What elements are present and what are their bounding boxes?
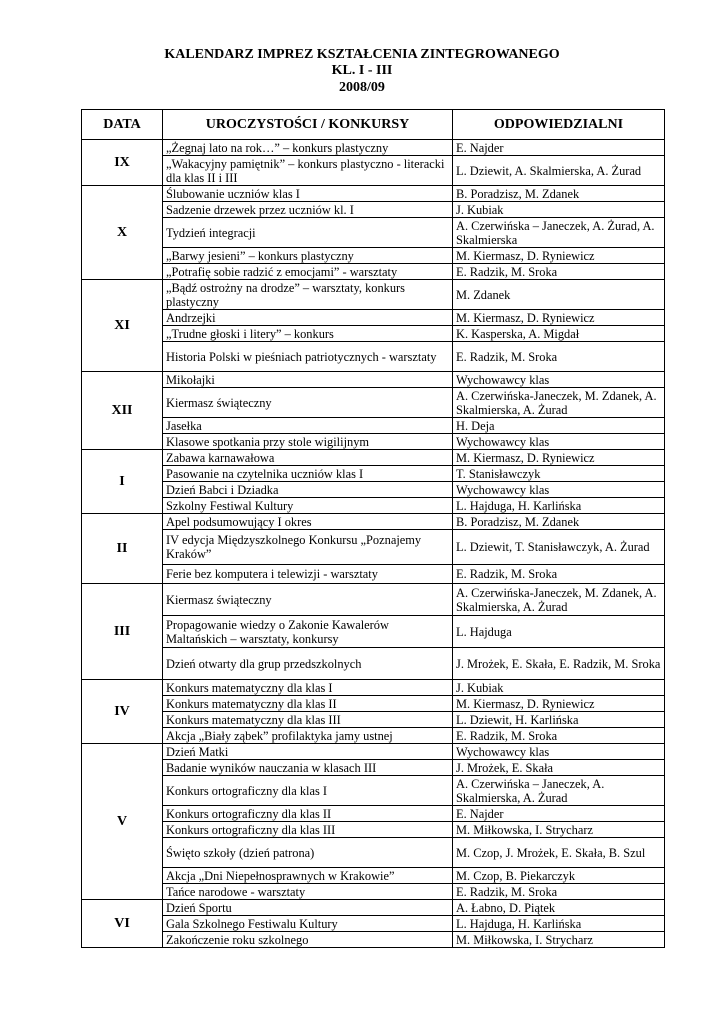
month-cell: V (82, 744, 163, 900)
responsible-cell: Wychowawcy klas (453, 434, 665, 450)
event-cell: Konkurs matematyczny dla klas III (163, 712, 453, 728)
table-row (82, 916, 665, 932)
responsible-cell: M. Miłkowska, I. Strycharz (453, 822, 665, 838)
event-cell: Klasowe spotkania przy stole wigilijnym (163, 434, 453, 450)
responsible-cell: E. Radzik, M. Sroka (453, 884, 665, 900)
event-cell: Akcja „Dni Niepełnosprawnych w Krakowie” (163, 868, 453, 884)
responsible-cell: M. Miłkowska, I. Strycharz (453, 932, 665, 948)
document-subtitle-year: 2008/09 (339, 80, 385, 95)
table-row (82, 584, 665, 616)
month-cell: VI (82, 900, 163, 948)
responsible-cell: E. Radzik, M. Sroka (453, 264, 665, 280)
table-row (82, 822, 665, 838)
table-row (82, 418, 665, 434)
table-row (82, 388, 665, 418)
document-title: KALENDARZ IMPREZ KSZTAŁCENIA ZINTEGROWANEGO (164, 47, 560, 62)
event-cell: Propagowanie wiedzy o Zakonie Kawalerów Maltańskich – warsztaty, konkursy (163, 616, 453, 648)
responsible-cell: E. Radzik, M. Sroka (453, 342, 665, 372)
table-header-row (82, 110, 665, 140)
table-row (82, 648, 665, 680)
table-row (82, 482, 665, 498)
responsible-cell: H. Deja (453, 418, 665, 434)
table-row (82, 760, 665, 776)
responsible-cell: L. Dziewit, A. Skalmierska, A. Żurad (453, 156, 665, 186)
responsible-cell: L. Hajduga (453, 616, 665, 648)
table-row (82, 248, 665, 264)
event-cell: Konkurs matematyczny dla klas I (163, 680, 453, 696)
event-cell: Konkurs ortograficzny dla klas II (163, 806, 453, 822)
event-cell: Sadzenie drzewek przez uczniów kl. I (163, 202, 453, 218)
table-row (82, 530, 665, 565)
event-cell: Święto szkoły (dzień patrona) (163, 838, 453, 868)
responsible-cell: L. Hajduga, H. Karlińska (453, 916, 665, 932)
month-cell: I (82, 450, 163, 514)
event-cell: Mikołajki (163, 372, 453, 388)
table-row (82, 884, 665, 900)
event-cell: „Trudne głoski i litery” – konkurs (163, 326, 453, 342)
responsible-cell: A. Łabno, D. Piątek (453, 900, 665, 916)
event-cell: Dzień otwarty dla grup przedszkolnych (163, 648, 453, 680)
table-row (82, 565, 665, 584)
table-row (82, 744, 665, 760)
table-row (82, 900, 665, 916)
table-row (82, 202, 665, 218)
responsible-cell: J. Kubiak (453, 680, 665, 696)
event-cell: Konkurs ortograficzny dla klas III (163, 822, 453, 838)
responsible-cell: B. Poradzisz, M. Zdanek (453, 186, 665, 202)
table-row (82, 326, 665, 342)
event-cell: Jasełka (163, 418, 453, 434)
event-cell: Kiermasz świąteczny (163, 388, 453, 418)
month-cell: IX (82, 140, 163, 186)
event-cell: Gala Szkolnego Festiwalu Kultury (163, 916, 453, 932)
event-cell: „Żegnaj lato na rok…” – konkurs plastyczny (163, 140, 453, 156)
responsible-cell: M. Czop, B. Piekarczyk (453, 868, 665, 884)
event-cell: IV edycja Międzyszkolnego Konkursu „Poznajemy Kraków” (163, 530, 453, 565)
responsible-cell: L. Hajduga, H. Karlińska (453, 498, 665, 514)
column-header-responsible: ODPOWIEDZIALNI (453, 110, 665, 140)
responsible-cell: A. Czerwińska – Janeczek, A. Skalmierska, A. Żurad (453, 776, 665, 806)
month-cell: III (82, 584, 163, 680)
month-cell: IV (82, 680, 163, 744)
responsible-cell: L. Dziewit, H. Karlińska (453, 712, 665, 728)
event-cell: „Wakacyjny pamiętnik” – konkurs plastyczno - literacki dla klas II i III (163, 156, 453, 186)
event-cell: Dzień Sportu (163, 900, 453, 916)
table-row (82, 140, 665, 156)
table-row (82, 728, 665, 744)
responsible-cell: L. Dziewit, T. Stanisławczyk, A. Żurad (453, 530, 665, 565)
responsible-cell: K. Kasperska, A. Migdał (453, 326, 665, 342)
table-row (82, 680, 665, 696)
responsible-cell: E. Najder (453, 140, 665, 156)
event-cell: Konkurs matematyczny dla klas II (163, 696, 453, 712)
responsible-cell: M. Zdanek (453, 280, 665, 310)
table-row (82, 776, 665, 806)
column-header-date: DATA (82, 110, 163, 140)
table-row (82, 156, 665, 186)
event-cell: „Bądź ostrożny na drodze” – warsztaty, konkurs plastyczny (163, 280, 453, 310)
responsible-cell: A. Czerwińska-Janeczek, M. Zdanek, A. Skalmierska, A. Żurad (453, 388, 665, 418)
event-cell: Tańce narodowe - warsztaty (163, 884, 453, 900)
responsible-cell: J. Mrożek, E. Skała (453, 760, 665, 776)
table-row (82, 466, 665, 482)
table-row (82, 310, 665, 326)
column-header-events: UROCZYSTOŚCI / KONKURSY (163, 110, 453, 140)
event-cell: Dzień Babci i Dziadka (163, 482, 453, 498)
event-cell: Apel podsumowujący I okres (163, 514, 453, 530)
event-cell: Andrzejki (163, 310, 453, 326)
document-subtitle-classes: KL. I - III (331, 63, 393, 78)
table-row (82, 434, 665, 450)
month-cell: XI (82, 280, 163, 372)
event-cell: Akcja „Biały ząbek” profilaktyka jamy ustnej (163, 728, 453, 744)
event-cell: Badanie wyników nauczania w klasach III (163, 760, 453, 776)
table-row (82, 342, 665, 372)
table-row (82, 372, 665, 388)
event-cell: Tydzień integracji (163, 218, 453, 248)
month-cell: II (82, 514, 163, 584)
responsible-cell: A. Czerwińska-Janeczek, M. Zdanek, A. Skalmierska, A. Żurad (453, 584, 665, 616)
event-cell: Zabawa karnawałowa (163, 450, 453, 466)
table-row (82, 616, 665, 648)
table-row (82, 514, 665, 530)
table-row (82, 838, 665, 868)
month-cell: XII (82, 372, 163, 450)
table-row (82, 280, 665, 310)
responsible-cell: A. Czerwińska – Janeczek, A. Żurad, A. Skalmierska (453, 218, 665, 248)
table-row (82, 186, 665, 202)
table-row (82, 696, 665, 712)
event-cell: Dzień Matki (163, 744, 453, 760)
responsible-cell: M. Czop, J. Mrożek, E. Skała, B. Szul (453, 838, 665, 868)
responsible-cell: E. Radzik, M. Sroka (453, 565, 665, 584)
table-row (82, 868, 665, 884)
responsible-cell: B. Poradzisz, M. Zdanek (453, 514, 665, 530)
responsible-cell: Wychowawcy klas (453, 372, 665, 388)
table-row (82, 806, 665, 822)
event-cell: Ślubowanie uczniów klas I (163, 186, 453, 202)
responsible-cell: M. Kiermasz, D. Ryniewicz (453, 696, 665, 712)
event-cell: Historia Polski w pieśniach patriotycznych - warsztaty (163, 342, 453, 372)
table-row (82, 712, 665, 728)
table-row (82, 450, 665, 466)
responsible-cell: M. Kiermasz, D. Ryniewicz (453, 248, 665, 264)
responsible-cell: M. Kiermasz, D. Ryniewicz (453, 310, 665, 326)
event-cell: Pasowanie na czytelnika uczniów klas I (163, 466, 453, 482)
event-cell: „Barwy jesieni” – konkurs plastyczny (163, 248, 453, 264)
table-row (82, 932, 665, 948)
responsible-cell: M. Kiermasz, D. Ryniewicz (453, 450, 665, 466)
responsible-cell: J. Kubiak (453, 202, 665, 218)
event-cell: „Potrafię sobie radzić z emocjami” - warsztaty (163, 264, 453, 280)
event-cell: Zakończenie roku szkolnego (163, 932, 453, 948)
responsible-cell: Wychowawcy klas (453, 744, 665, 760)
table-row (82, 218, 665, 248)
responsible-cell: J. Mrożek, E. Skała, E. Radzik, M. Sroka (453, 648, 665, 680)
event-cell: Ferie bez komputera i telewizji - warsztaty (163, 565, 453, 584)
events-calendar-table (81, 109, 665, 948)
month-cell: X (82, 186, 163, 280)
event-cell: Szkolny Festiwal Kultury (163, 498, 453, 514)
responsible-cell: E. Radzik, M. Sroka (453, 728, 665, 744)
responsible-cell: E. Najder (453, 806, 665, 822)
table-row (82, 498, 665, 514)
responsible-cell: Wychowawcy klas (453, 482, 665, 498)
event-cell: Konkurs ortograficzny dla klas I (163, 776, 453, 806)
event-cell: Kiermasz świąteczny (163, 584, 453, 616)
table-row (82, 264, 665, 280)
responsible-cell: T. Stanisławczyk (453, 466, 665, 482)
